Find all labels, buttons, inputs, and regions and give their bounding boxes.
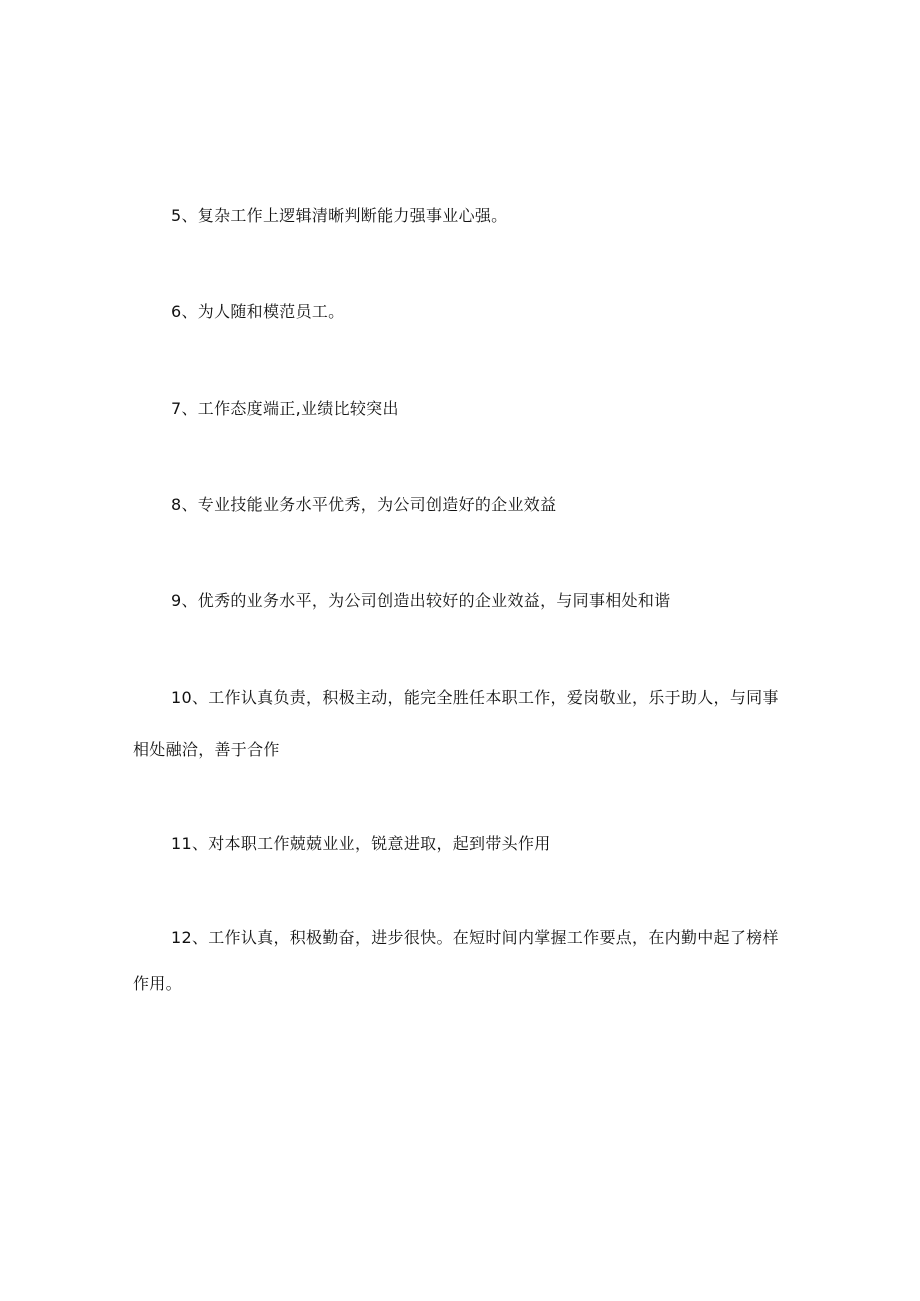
list-item: 9、优秀的业务水平，为公司创造出较好的企业效益，与同事相处和谐 bbox=[171, 591, 671, 610]
list-item: 6、为人随和模范员工。 bbox=[171, 302, 345, 321]
list-item: 12、工作认真，积极勤奋，进步很快。在短时间内掌握工作要点，在内勤中起了榜样作用。 bbox=[133, 928, 779, 993]
list-item: 11、对本职工作兢兢业业，锐意进取，起到带头作用 bbox=[171, 834, 551, 853]
list-item: 8、专业技能业务水平优秀，为公司创造好的企业效益 bbox=[171, 495, 557, 514]
list-item: 5、复杂工作上逻辑清晰判断能力强事业心强。 bbox=[171, 206, 508, 225]
list-item: 10、工作认真负责，积极主动，能完全胜任本职工作，爱岗敬业，乐于助人，与同事相处融洽，善于合作 bbox=[133, 688, 779, 759]
list-item: 7、工作态度端正,业绩比较突出 bbox=[171, 399, 399, 418]
